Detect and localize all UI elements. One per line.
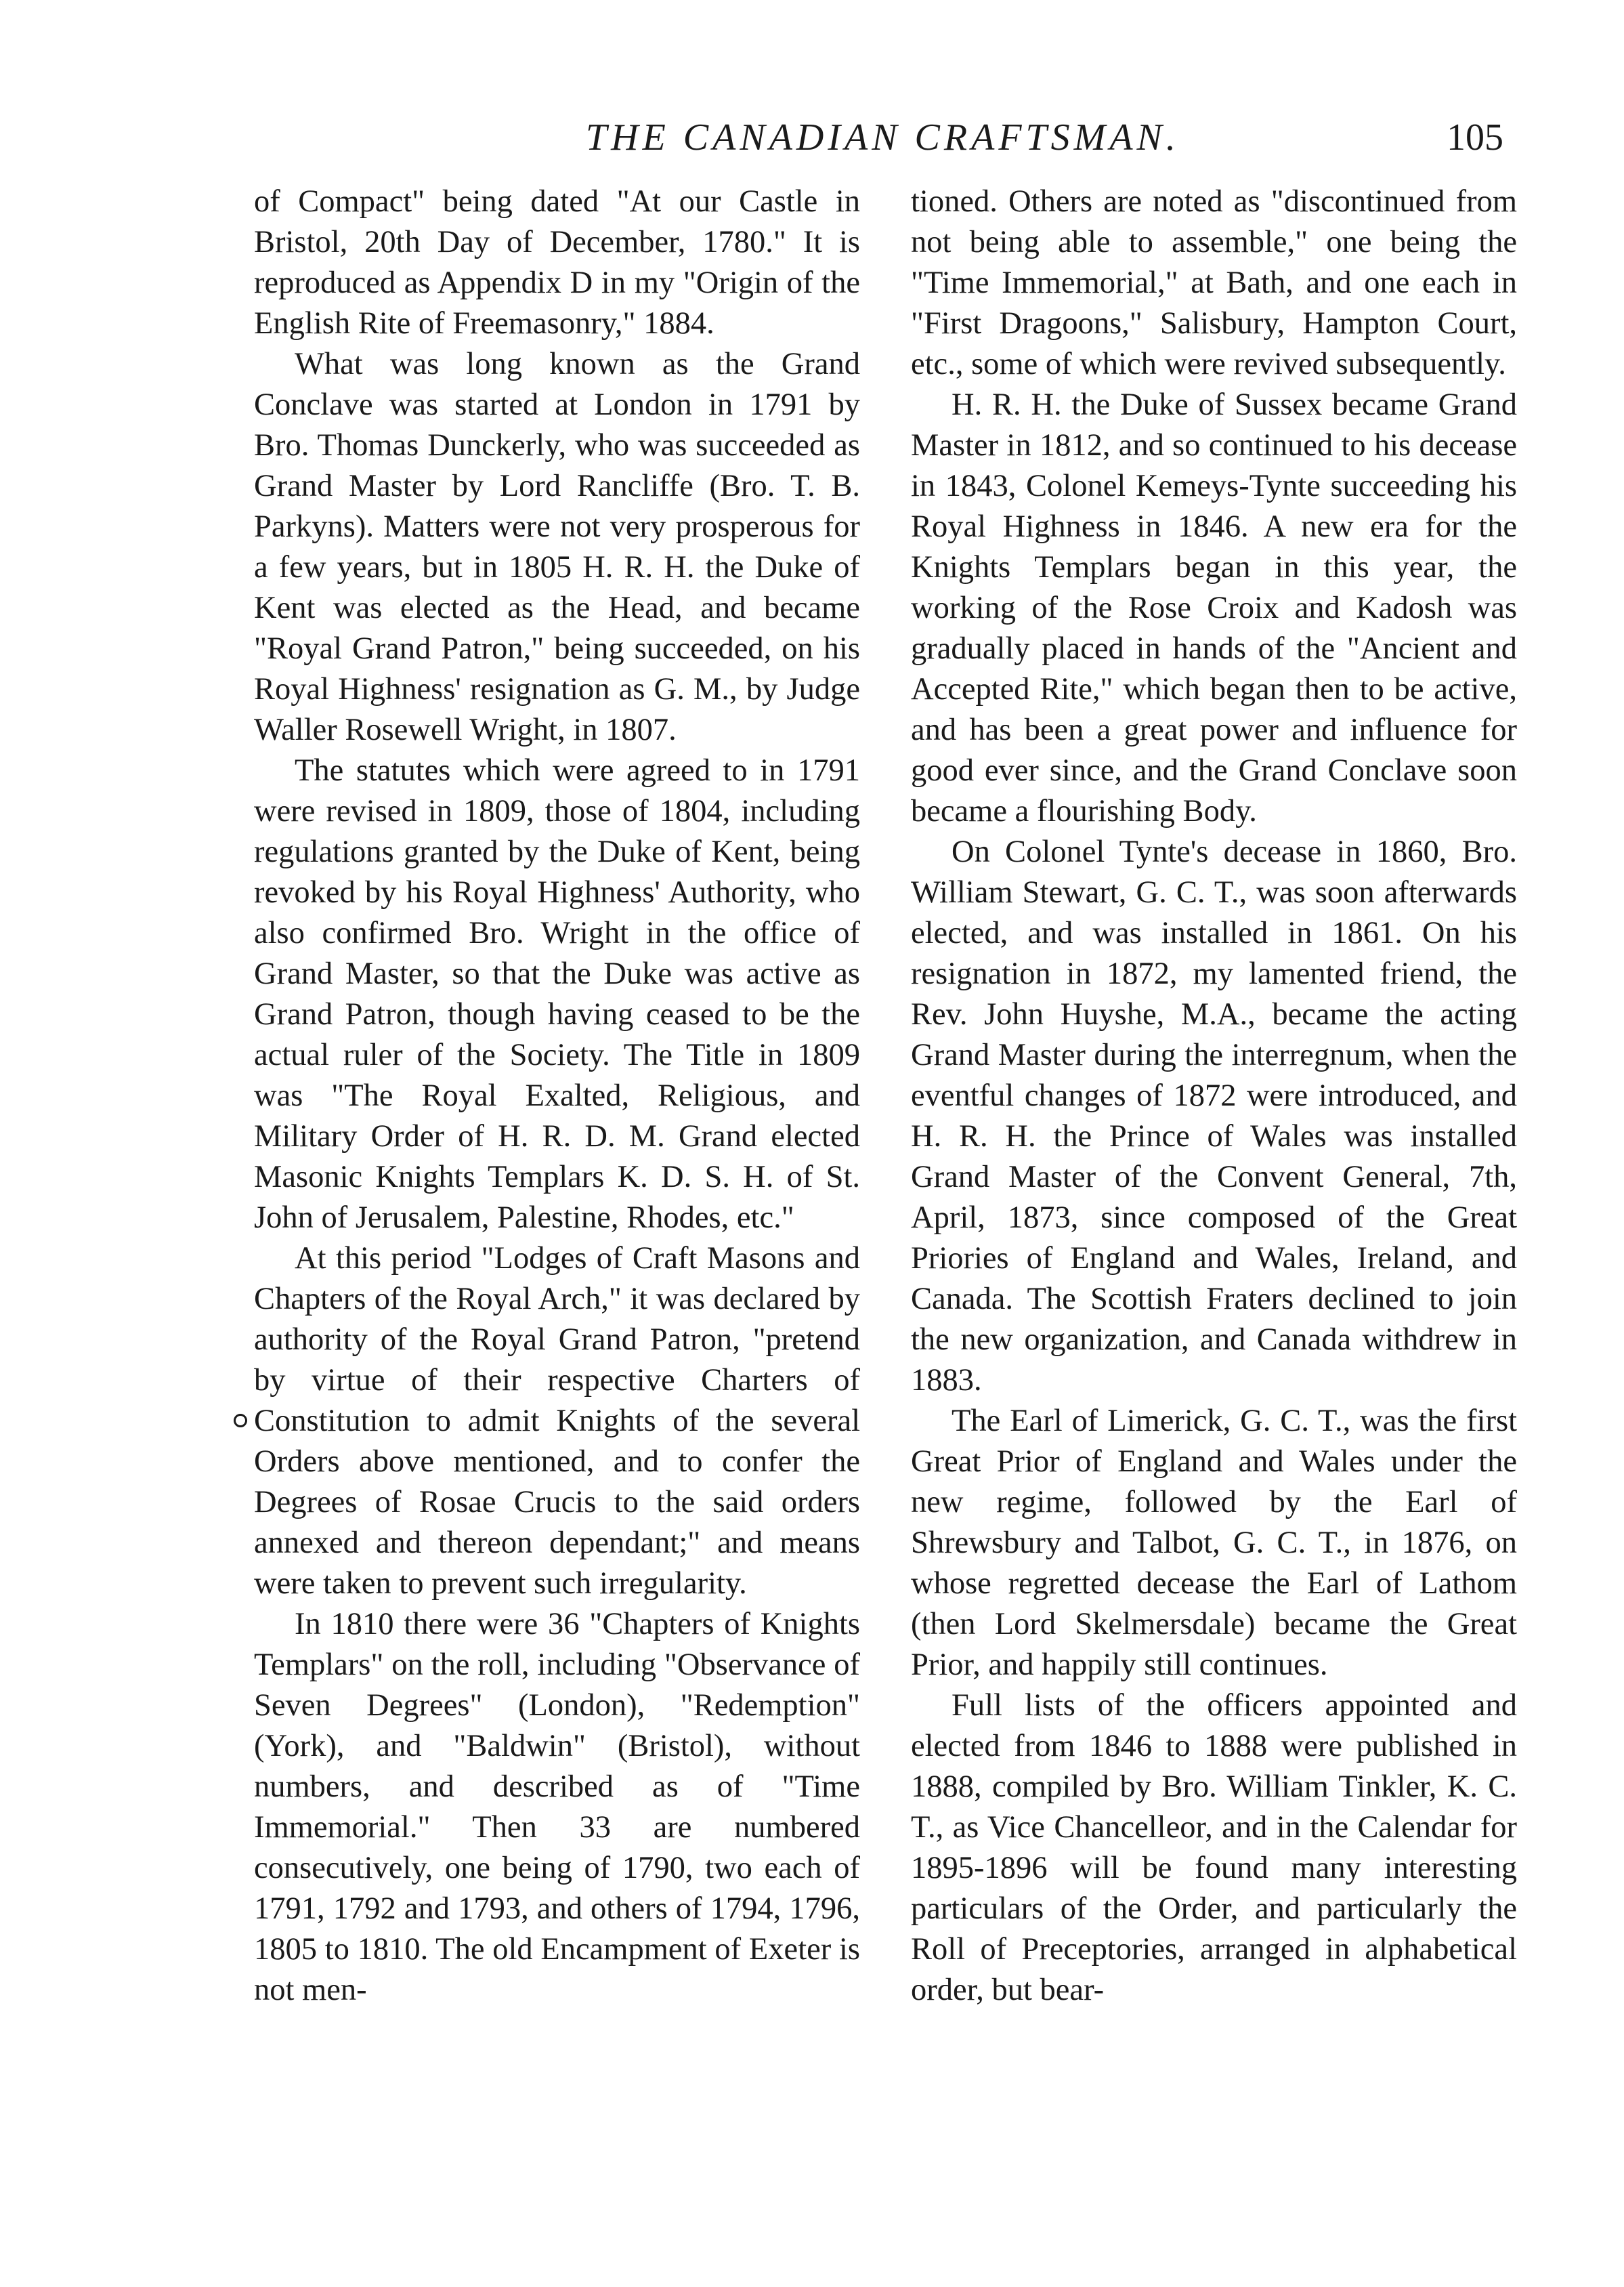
page-number: 105	[1447, 117, 1503, 159]
paragraph: What was long known as the Grand Conclave was started at London in 1791 by Bro. Thomas Dunckerly, who was succeeded as Grand Master by Lord Rancliffe (Bro. T. B. Parkyns). Matters were not very prosperous for a few years, but in 1805 H. R. H. the Duke of Kent was elected as the Head, and became "Royal Grand Patron," being succeeded, on his Royal Highness' resignation as G. M., by Judge Waller Rosewell Wright, in 1807.	[254, 347, 860, 747]
paragraph: At this period "Lodges of Craft Masons and Chapters of the Royal Arch," it was declared by authority of the Royal Grand Patron, "pretend by virtue of their respective Charters of Constitution to admit Knights of the several Orders above mentioned, and to confer the Degrees of Rosae Crucis to the said orders annexed and thereon dependant;" and means were taken to prevent such irregularity.	[254, 1241, 860, 1601]
journal-title: THE CANADIAN CRAFTSMAN.	[586, 117, 1180, 159]
margin-mark-icon	[234, 1414, 247, 1427]
paragraph: On Colonel Tynte's decease in 1860, Bro. William Stewart, G. C. T., was soon afterwards elected, and was installed in 1861. On his resignation in 1872, my lamented friend, the Rev. John Huyshe, M.A., became the acting Grand Master during the interregnum, when the eventful changes of 1872 were introduced, and H. R. H. the Prince of Wales was installed Grand Master of the Convent General, 7th, April, 1873, since composed of the Great Priories of England and Wales, Ireland, and Canada. The Scottish Fraters declined to join the new organization, and Canada withdrew in 1883.	[911, 835, 1517, 1398]
paragraph: tioned. Others are noted as "discontinued from not being able to assemble," one being the "Time Immemorial," at Bath, and one each in "First Dragoons," Salisbury, Hampton Court, etc., some of which were revived subsequently.	[911, 184, 1517, 381]
paragraph: of Compact" being dated "At our Castle in Bristol, 20th Day of December, 1780." It is reproduced as Appendix D in my "Origin of the English Rite of Freemasonry," 1884.	[254, 184, 860, 341]
paragraph: In 1810 there were 36 "Chapters of Knights Templars" on the roll, including "Observance of Seven Degrees" (London), "Redemption" (York), and "Baldwin" (Bristol), without numbers, and described as of "Time Immemorial." Then 33 are numbered consecutively, one being of 1790, two each of 1791, 1792 and 1793, and others of 1794, 1796, 1805 to 1810. The old Encampment of Exeter is not men-	[254, 1607, 860, 2007]
running-head	[237, 114, 1537, 168]
paragraph: The Earl of Limerick, G. C. T., was the first Great Prior of England and Wales under the new regime, followed by the Earl of Shrewsbury and Talbot, G. C. T., in 1876, on whose regretted decease the Earl of Lathom (then Lord Skelmersdale) became the Great Prior, and happily still continues.	[911, 1404, 1517, 1682]
paragraph: Full lists of the officers appointed and elected from 1846 to 1888 were published in 1888, compiled by Bro. William Tinkler, K. C. T., as Vice Chancelleor, and in the Calendar for 1895-1896 will be found many interesting particulars of the Order, and particularly the Roll of Preceptories, arranged in alphabetical order, but bear-	[911, 1688, 1517, 2007]
paragraph: H. R. H. the Duke of Sussex became Grand Master in 1812, and so continued to his decease in 1843, Colonel Kemeys-Tynte succeeding his Royal Highness in 1846. A new era for the Knights Templars began in this year, the working of the Rose Croix and Kadosh was gradually placed in hands of the "Ancient and Accepted Rite," which began then to be active, and has been a great power and influence for good ever since, and the Grand Conclave soon became a flourishing Body.	[911, 387, 1517, 828]
left-column	[254, 182, 860, 2011]
paragraph: The statutes which were agreed to in 1791 were revised in 1809, those of 1804, including regulations granted by the Duke of Kent, being revoked by his Royal Highness' Authority, who also confirmed Bro. Wright in the office of Grand Master, so that the Duke was active as Grand Patron, though having ceased to be the actual ruler of the Society. The Title in 1809 was "The Royal Exalted, Religious, and Military Order of H. R. D. M. Grand elected Masonic Knights Templars K. D. S. H. of St. John of Jerusalem, Palestine, Rhodes, etc."	[254, 753, 860, 1235]
right-column	[911, 182, 1517, 2011]
